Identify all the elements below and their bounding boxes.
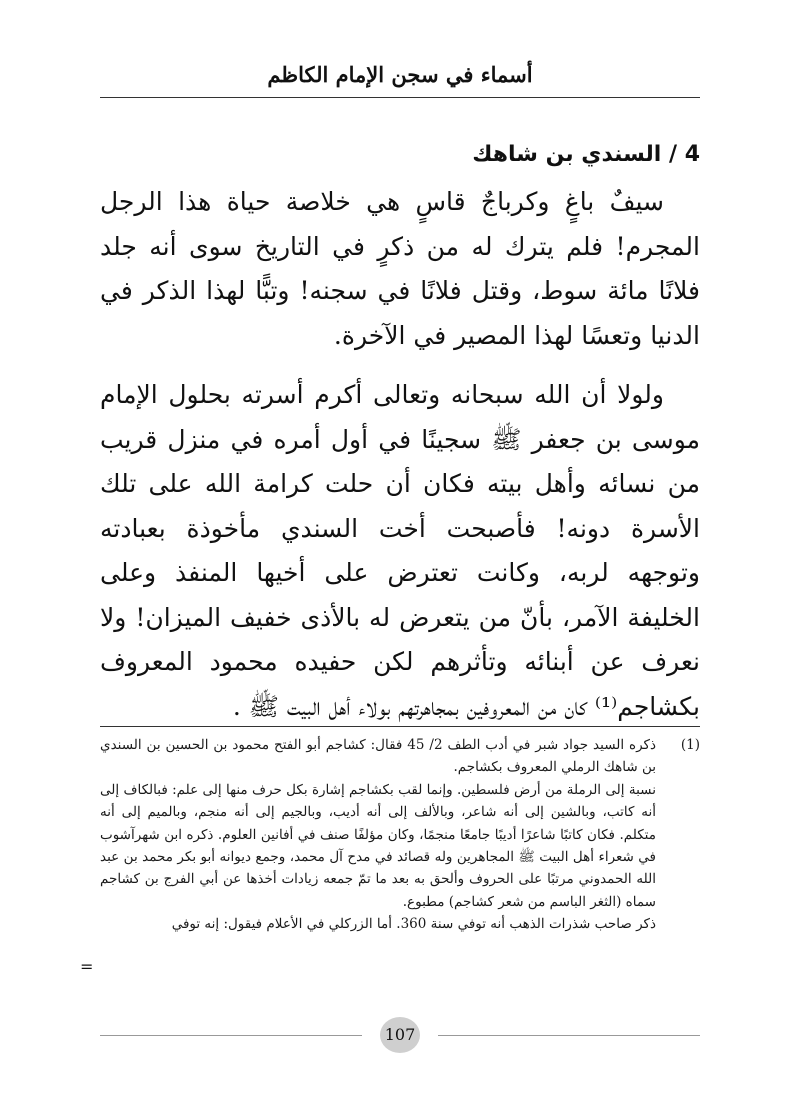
section-heading: 4 / السندي بن شاهك [472,142,700,167]
footnote-number: (1) [680,737,700,753]
footer-rule-left [100,1035,362,1036]
body-text [100,180,700,729]
footnote [100,734,700,936]
running-header: أسماء في سجن الإمام الكاظم [267,62,533,87]
footnote-body [100,734,656,936]
footnote-text: ذكر صاحب شذرات الذهب أنه توفي سنة 360. أما الزركلي في الأعلام فيقول: إنه توفي [171,916,656,933]
footnote-text: نسبة إلى الرملة من أرض فلسطين. وإنما لقب بكشاجم إشارة بكل حرف منها إلى علم: فبالكاف إلى أنه كاتب، وبالشين إلى أنه شاعر، وبالألف إلى أنه أديب، وبالجيم إلى أنه منجم، وبالميم إلى أنه متكلم. فكان كاتبًا شاعرًا أديبًا جامعًا منجمًا، وكان مؤلفًا صنف في أفانين العلوم. ذكره ابن شهرآشوب في شعراء أهل البيت ﷺ المجاهرين وله قصائد في مدح آل محمد، وجمع ديوانه أبو بكر محمد بن عبد الله الحمدوني مرتبًا على الحروف وألحق به بعد ما تمّ جمعه زيادات أخذها عن أبي الفرج بن كشاجم سماه (الثغر الباسم من شعر كشاجم) مطبوع. [100,781,656,910]
footnotes [100,734,700,936]
paragraph: سيفٌ باغٍ وكرباجٌ قاسٍ هي خلاصة حياة هذا الرجل المجرم! فلم يترك له من ذكرٍ في التاريخ سوى أنه جلد فلانًا مائة سوط، وقتل فلانًا في سجنه! وتبًّا لهذا الذكر في الدنيا وتعسًا لهذا المصير في الآخرة. [100,187,700,350]
footer-rule-right [438,1035,700,1036]
footnote-separator [100,726,700,727]
paragraph: ولولا أن الله سبحانه وتعالى أكرم أسرته بحلول الإمام موسى بن جعفر ﷺ سجينًا في أول أمره في منزل قريب من نسائه وأهل بيته فكان أن حلت كرامة الله على تلك الأسرة دونه! فأصبحت أخت السندي مأخوذة بعبادته وتوجهه لربه، وكانت تعترض على أخيها المنفذ وعلى الخليفة الآمر، بأنّ من يتعرض له بالأذى خفيف الميزان! ولا نعرف عن أبنائه وتأثرهم لكن حفيده محمود المعروف بكشاجم⁽¹⁾ كان من المعروفين بمجاهرتهم بولاء أهل البيت ﷺ . [100,380,700,721]
footnote-text: ذكره السيد جواد شبر في أدب الطف 2/ 45 فقال: كشاجم أبو الفتح محمود بن الحسين بن السندي بن شاهك الرملي المعروف بكشاجم. [100,737,656,776]
header-divider [100,97,700,98]
continuation-mark: = [80,957,94,976]
page-footer [100,1017,700,1053]
page-number: 107 [380,1017,420,1053]
